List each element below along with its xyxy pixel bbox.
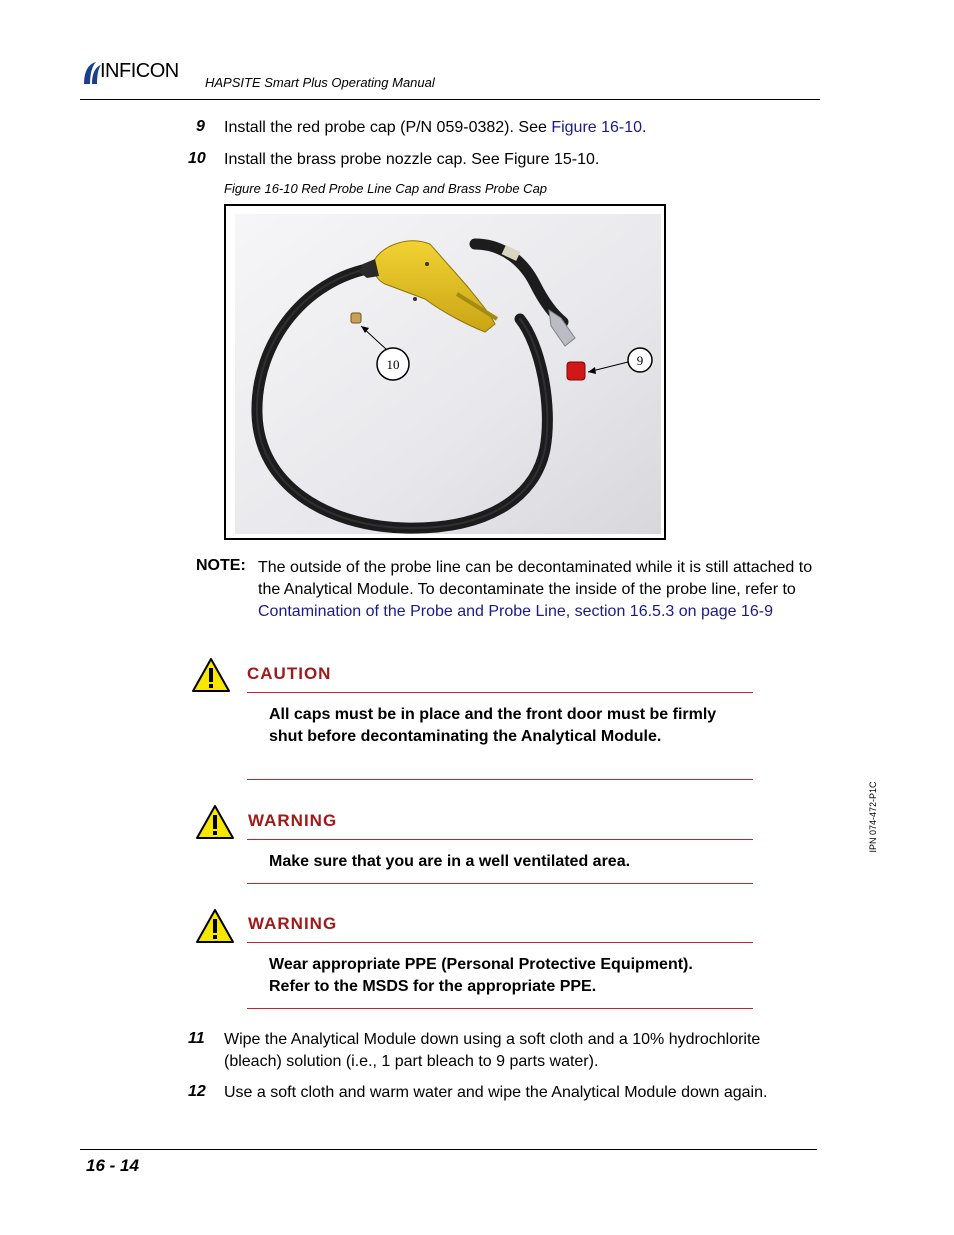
step-text-12: Use a soft cloth and warm water and wipe the Analytical Module down again.	[224, 1084, 768, 1101]
probe-photo	[235, 214, 661, 534]
caution-icon	[191, 657, 231, 693]
step-9-text: Install the red probe cap (P/N 059-0382). See	[224, 119, 552, 136]
step-text-9	[224, 117, 646, 139]
caution-top-rule	[247, 692, 753, 693]
warning-icon	[195, 908, 235, 944]
ipn-label: IPN 074-472-P1C	[868, 781, 878, 853]
warning-1-bottom-rule	[247, 883, 753, 884]
step-number-12: 12	[188, 1083, 206, 1100]
figure-caption: Figure 16-10 Red Probe Line Cap and Brass Probe Cap	[224, 181, 548, 196]
header-divider	[80, 99, 820, 100]
footer-divider	[80, 1149, 817, 1150]
page-number: 16 - 14	[86, 1156, 139, 1175]
warning-title-1: WARNING	[248, 811, 338, 830]
warning-1-top-rule	[247, 839, 753, 840]
caution-title: CAUTION	[247, 664, 332, 683]
step-text-11: Wipe the Analytical Module down using a soft cloth and a 10% hydrochlorite (bleach) solution (i.e., 1 part bleach to 9 parts water).	[224, 1031, 761, 1070]
warning-2-top-rule	[247, 942, 753, 943]
inficon-logo-icon	[80, 60, 102, 86]
inficon-logo	[80, 58, 200, 88]
step-number-10: 10	[188, 150, 206, 167]
warning-body-1: Make sure that you are in a well ventilated area.	[269, 853, 631, 870]
warning-2-line-1: Wear appropriate PPE (Personal Protective Equipment).	[269, 956, 693, 973]
warning-2-bottom-rule	[247, 1008, 753, 1009]
caution-bottom-rule	[247, 779, 753, 780]
step-9-period: .	[642, 119, 647, 136]
figure-frame	[224, 204, 666, 540]
step-number-11: 11	[188, 1030, 205, 1047]
manual-title: HAPSITE Smart Plus Operating Manual	[205, 75, 435, 90]
note-text	[258, 557, 818, 623]
callout-9: 9	[636, 353, 644, 368]
warning-icon	[195, 804, 235, 840]
figure-link[interactable]: Figure 16-10	[551, 119, 643, 136]
warning-2-line-2: Refer to the MSDS for the appropriate PPE.	[269, 977, 597, 995]
callout-10: 10	[386, 357, 400, 372]
warning-title-2: WARNING	[248, 914, 338, 933]
brand-name: INFICON	[100, 60, 179, 82]
step-text-10: Install the brass probe nozzle cap. See Figure 15-10.	[224, 151, 600, 168]
contamination-link[interactable]: Contamination of the Probe and Probe Line, section 16.5.3 on page 16-9	[258, 603, 774, 620]
caution-body: All caps must be in place and the front door must be firmly shut before decontaminating the Analytical Module.	[269, 706, 717, 745]
step-number-9: 9	[196, 118, 205, 135]
note-body: The outside of the probe line can be decontaminated while it is still attached to the Analytical Module. To decontaminate the inside of the probe line, refer to	[258, 559, 813, 598]
warning-body-2	[269, 954, 749, 997]
note-label: NOTE:	[196, 557, 246, 574]
